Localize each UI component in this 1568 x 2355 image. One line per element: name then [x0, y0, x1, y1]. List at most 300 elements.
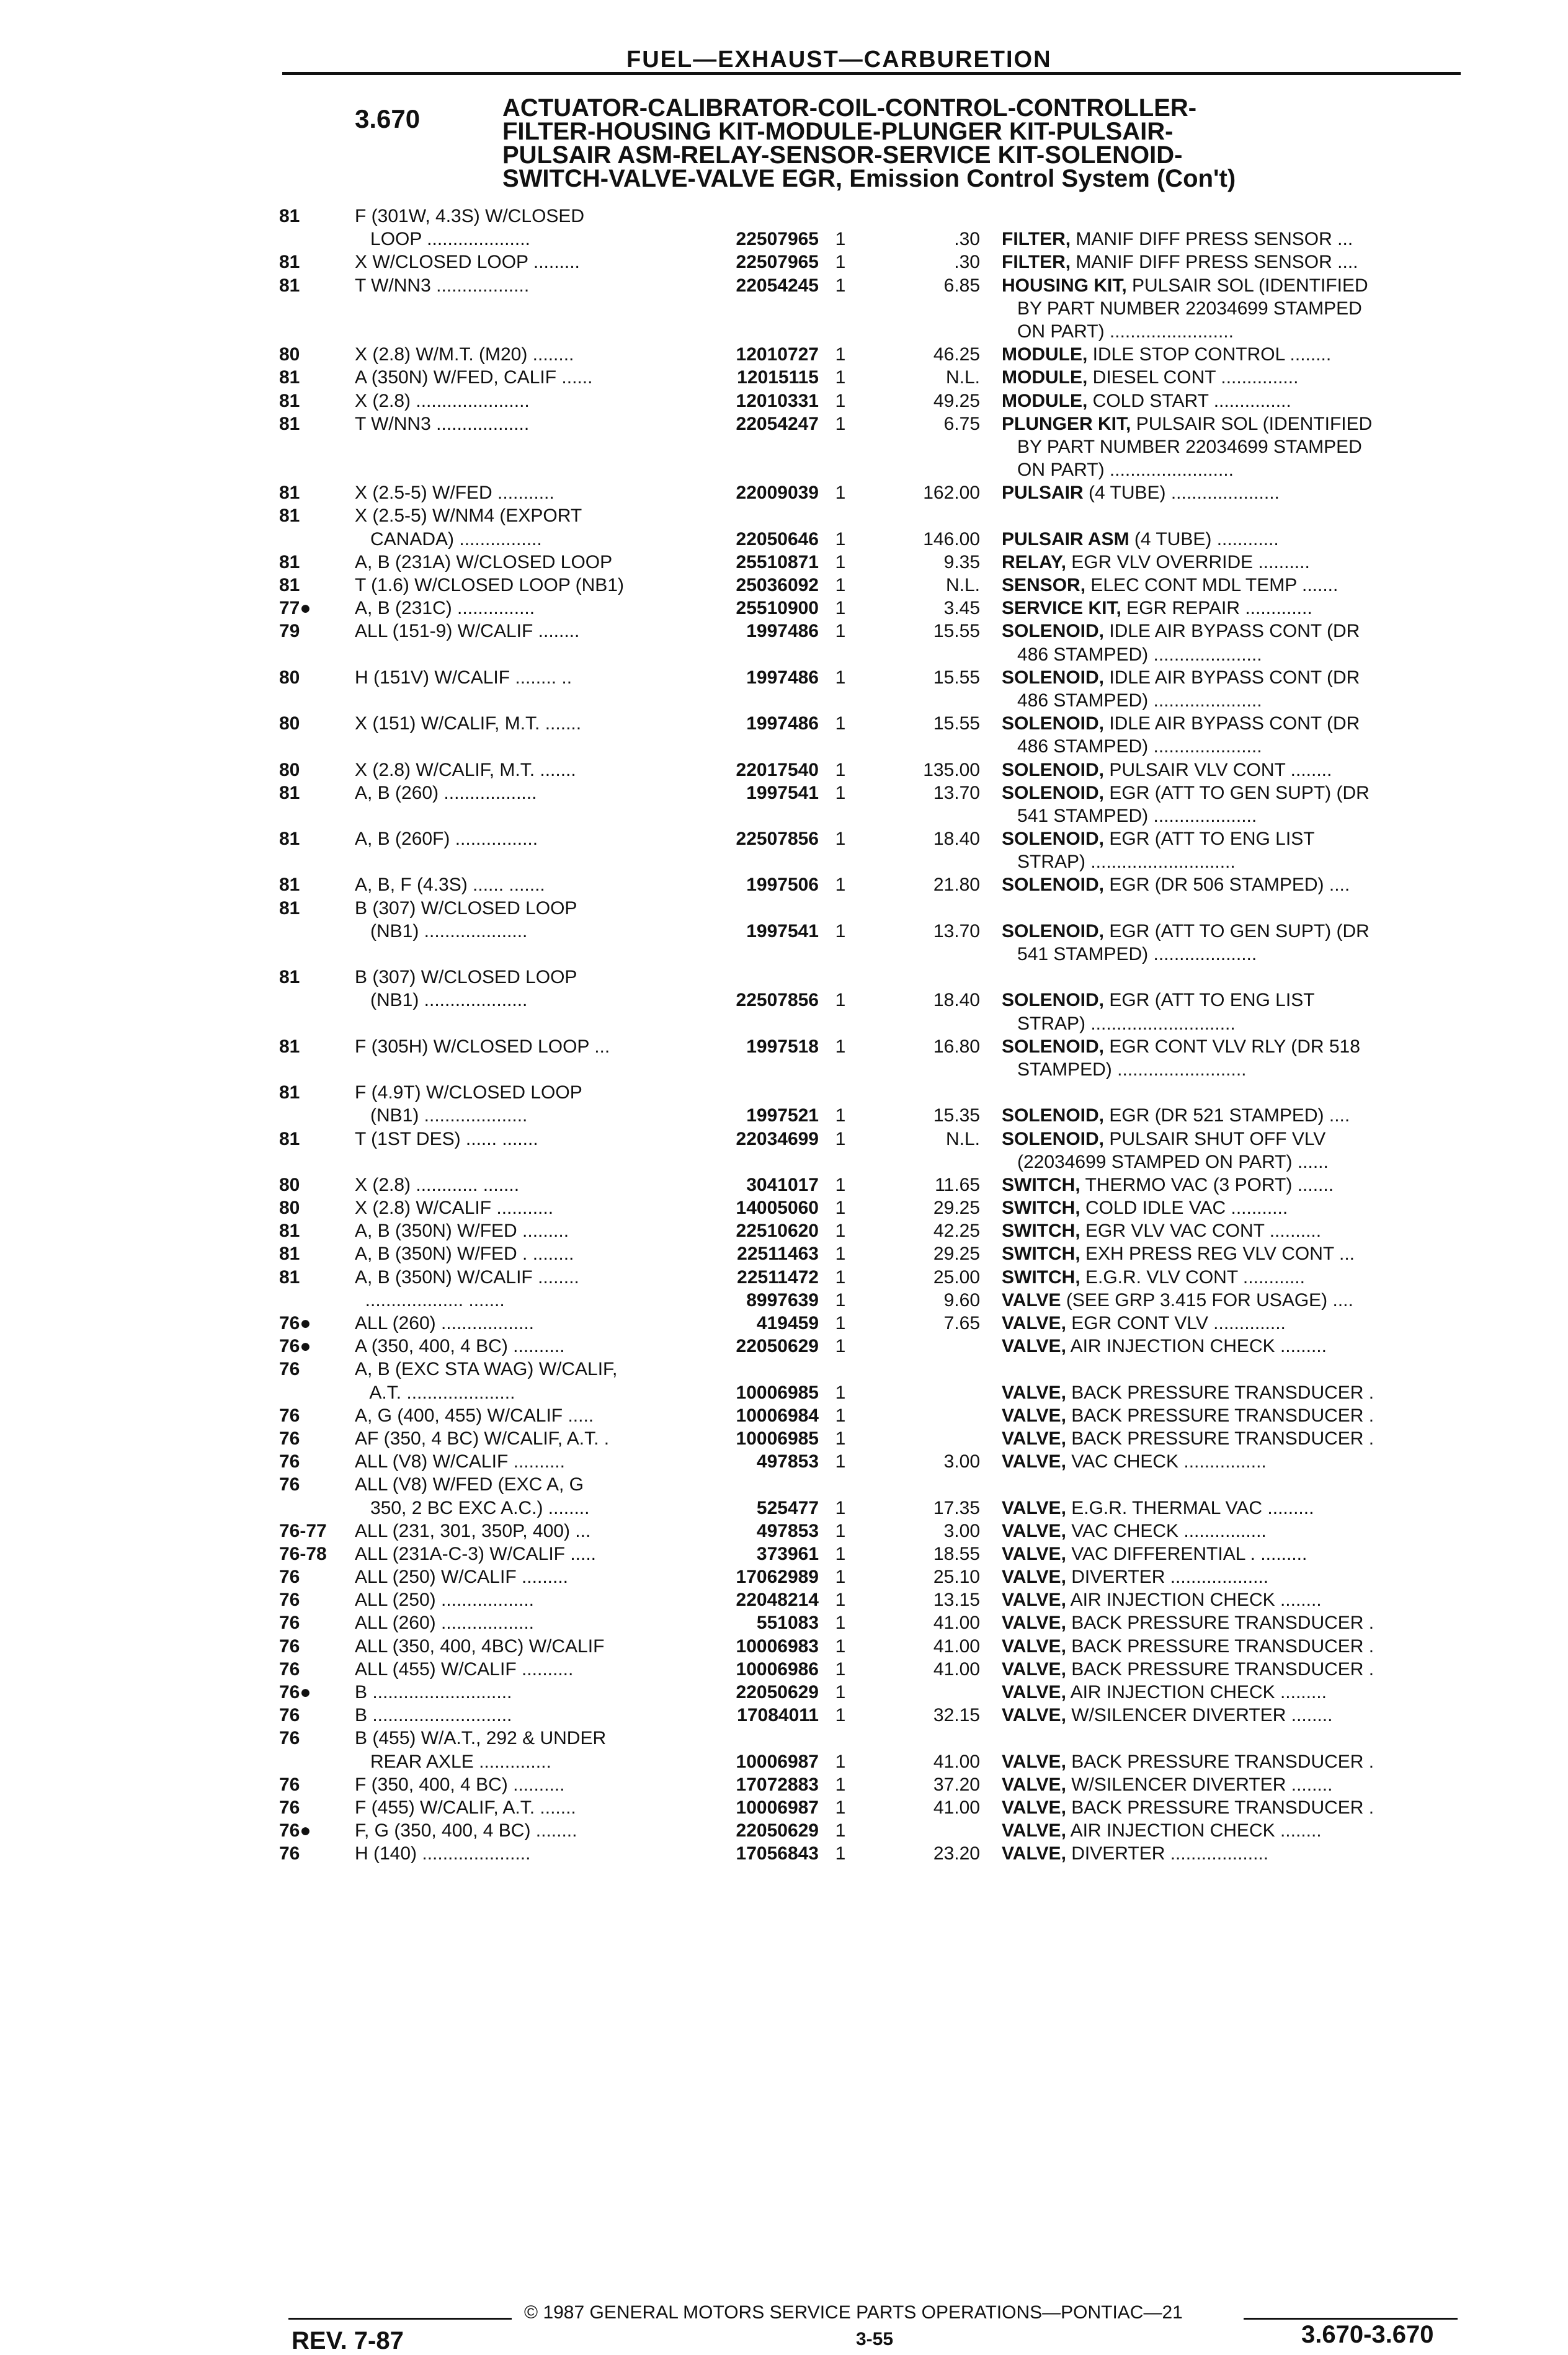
table-row	[0, 1012, 1568, 1035]
application-cell: H (140) .....................	[355, 1843, 531, 1864]
price-cell: 146.00	[923, 528, 980, 550]
part-name-cell	[1002, 620, 1448, 643]
part-name-detail: EGR REPAIR .............	[1121, 598, 1312, 619]
price-cell: 37.20	[933, 1774, 980, 1795]
year-cell: 76	[279, 1705, 300, 1726]
part-name-cell	[1002, 1450, 1448, 1473]
part-name-bold: SOLENOID,	[1002, 713, 1105, 734]
price-cell: 3.45	[943, 598, 980, 619]
table-row	[0, 205, 1568, 228]
table-row	[0, 274, 1568, 297]
quantity-cell: 1	[835, 275, 846, 296]
quantity-cell: 1	[835, 1428, 846, 1449]
part-name-cell	[1002, 712, 1448, 735]
part-name-bold: VALVE,	[1002, 1613, 1066, 1634]
group-title	[502, 96, 1445, 190]
table-row	[0, 1427, 1568, 1450]
quantity-cell: 1	[835, 1613, 846, 1634]
part-name-detail: STRAP) ............................	[1002, 1013, 1236, 1034]
part-number-cell: 1997506	[746, 875, 819, 896]
quantity-cell: 1	[835, 229, 846, 250]
price-cell: 41.00	[933, 1613, 980, 1634]
year-cell: 76-78	[279, 1543, 327, 1564]
table-row	[0, 366, 1568, 389]
part-number-cell: 12010331	[736, 390, 819, 411]
year-cell: 76	[279, 1797, 300, 1818]
year-cell: 81	[279, 505, 300, 527]
price-cell: 7.65	[943, 1313, 980, 1333]
quantity-cell: 1	[835, 528, 846, 550]
part-name-detail: VAC CHECK ................	[1066, 1451, 1267, 1472]
part-name-bold: SOLENOID,	[1002, 1036, 1105, 1057]
part-name-detail: EXH PRESS REG VLV CONT ...	[1080, 1244, 1355, 1265]
application-cell: A, B (231C) ...............	[355, 598, 535, 619]
part-name-cell	[1002, 850, 1448, 873]
table-row	[0, 1335, 1568, 1358]
part-name-cell	[1002, 1611, 1448, 1634]
part-name-cell	[1002, 1012, 1448, 1035]
part-name-detail: W/SILENCER DIVERTER ........	[1066, 1705, 1333, 1726]
table-row	[0, 897, 1568, 920]
quantity-cell: 1	[835, 1382, 846, 1403]
price-cell: 9.35	[943, 551, 980, 572]
table-row	[0, 228, 1568, 251]
application-cell: F (455) W/CALIF, A.T. .......	[355, 1797, 576, 1818]
application-cell: X (151) W/CALIF, M.T. .......	[355, 713, 582, 734]
part-name-cell	[1002, 1819, 1448, 1842]
part-name-bold: SOLENOID,	[1002, 782, 1105, 803]
part-name-cell	[1002, 735, 1448, 758]
quantity-cell: 1	[835, 782, 846, 803]
part-name-detail: 486 STAMPED) .....................	[1002, 736, 1262, 757]
part-name-bold: SWITCH,	[1002, 1267, 1080, 1288]
quantity-cell: 1	[835, 1797, 846, 1818]
part-name-bold: SOLENOID,	[1002, 759, 1105, 780]
part-number-cell: 22507965	[736, 252, 819, 273]
quantity-cell: 1	[835, 1244, 846, 1265]
table-row	[0, 320, 1568, 343]
part-name-detail: STAMPED) .........................	[1002, 1059, 1247, 1080]
year-cell: 77●	[279, 598, 311, 619]
part-name-detail: (SEE GRP 3.415 FOR USAGE) ....	[1061, 1289, 1353, 1311]
year-cell: 76	[279, 1636, 300, 1657]
part-name-cell	[1002, 274, 1448, 297]
part-name-bold: VALVE,	[1002, 1820, 1066, 1841]
quantity-cell: 1	[835, 367, 846, 388]
table-row	[0, 551, 1568, 574]
year-cell: 76●	[279, 1682, 311, 1703]
part-name-cell	[1002, 827, 1448, 850]
part-number-cell: 22054247	[736, 413, 819, 434]
part-name-detail: ELEC CONT MDL TEMP .......	[1085, 575, 1339, 595]
quantity-cell: 1	[835, 667, 846, 688]
part-name-bold: RELAY,	[1002, 551, 1066, 572]
price-cell: 21.80	[933, 875, 980, 896]
part-name-detail: ON PART) ........................	[1002, 321, 1234, 342]
price-cell: 13.70	[933, 920, 980, 942]
part-number-cell: 8997639	[746, 1289, 819, 1311]
application-cell: X (2.8) W/M.T. (M20) ........	[355, 344, 574, 365]
price-cell: 41.00	[933, 1658, 980, 1680]
part-number-cell: 17084011	[737, 1705, 819, 1726]
price-cell: 42.25	[933, 1221, 980, 1242]
price-cell: 3.00	[943, 1451, 980, 1472]
part-name-cell	[1002, 989, 1448, 1012]
table-row	[0, 1035, 1568, 1058]
part-name-cell	[1002, 574, 1448, 597]
part-name-detail: (22034699 STAMPED ON PART) ......	[1002, 1151, 1329, 1172]
footer-rule-right	[1244, 2318, 1458, 2320]
quantity-cell: 1	[835, 344, 846, 365]
application-cell: A, B, F (4.3S) ...... .......	[355, 875, 545, 896]
part-name-cell	[1002, 390, 1448, 412]
price-cell: 15.35	[933, 1105, 980, 1126]
quantity-cell: 1	[835, 1267, 846, 1288]
quantity-cell: 1	[835, 829, 846, 850]
part-number-cell: 22507965	[736, 229, 819, 250]
part-number-cell: 1997518	[746, 1036, 819, 1057]
part-name-bold: SOLENOID,	[1002, 990, 1105, 1011]
part-name-bold: VALVE,	[1002, 1336, 1066, 1357]
part-name-detail: AIR INJECTION CHECK .........	[1066, 1336, 1327, 1357]
part-name-cell	[1002, 366, 1448, 389]
part-name-detail: E.G.R. THERMAL VAC .........	[1066, 1497, 1314, 1518]
price-cell: 135.00	[923, 759, 980, 780]
table-row	[0, 712, 1568, 735]
application-cell: 350, 2 BC EXC A.C.) ........	[355, 1497, 590, 1518]
part-number-cell: 497853	[756, 1520, 819, 1541]
year-cell: 76	[279, 1474, 300, 1495]
year-cell: 76●	[279, 1313, 311, 1333]
part-name-cell	[1002, 1658, 1448, 1681]
application-cell: A (350N) W/FED, CALIF ......	[355, 367, 593, 388]
table-row	[0, 1635, 1568, 1658]
part-name-bold: VALVE,	[1002, 1497, 1066, 1518]
price-cell: 29.25	[933, 1244, 980, 1265]
year-cell: 81	[279, 367, 300, 388]
part-number-cell: 12010727	[736, 344, 819, 365]
table-row	[0, 1750, 1568, 1773]
part-name-bold: MODULE,	[1002, 390, 1088, 411]
application-cell: ALL (260) ..................	[355, 1313, 534, 1333]
part-number-cell: 1997541	[746, 782, 819, 803]
application-cell: A (350, 400, 4 BC) ..........	[355, 1336, 565, 1357]
year-cell: 76	[279, 1613, 300, 1634]
quantity-cell: 1	[835, 875, 846, 896]
year-cell: 81	[279, 1036, 300, 1057]
year-cell: 81	[279, 575, 300, 595]
year-cell: 81	[279, 829, 300, 850]
part-number-cell: 22009039	[736, 483, 819, 504]
part-number-cell: 17056843	[736, 1843, 819, 1864]
part-number-cell: 525477	[756, 1497, 819, 1518]
part-name-detail: PULSAIR SOL (IDENTIFIED	[1131, 413, 1373, 434]
quantity-cell: 1	[835, 1313, 846, 1333]
part-number-cell: 14005060	[736, 1198, 819, 1219]
year-cell: 81	[279, 1128, 300, 1149]
year-cell: 80	[279, 667, 300, 688]
part-name-cell	[1002, 1404, 1448, 1427]
part-name-bold: VALVE,	[1002, 1520, 1066, 1541]
quantity-cell: 1	[835, 1751, 846, 1772]
part-number-cell: 10006984	[736, 1405, 819, 1426]
part-name-cell	[1002, 297, 1448, 320]
part-number-cell: 25036092	[736, 575, 819, 595]
part-number-cell: 551083	[756, 1613, 819, 1634]
price-cell: 23.20	[933, 1843, 980, 1864]
application-cell: X (2.8) ............ .......	[355, 1174, 520, 1195]
part-name-cell	[1002, 1565, 1448, 1588]
part-number-cell: 22050629	[736, 1336, 819, 1357]
price-cell: 49.25	[933, 390, 980, 411]
application-cell: ALL (231A-C-3) W/CALIF .....	[355, 1543, 596, 1564]
part-name-detail: DIESEL CONT ...............	[1087, 367, 1299, 388]
price-cell: 3.00	[943, 1520, 980, 1541]
application-cell: X (2.8) W/CALIF, M.T. .......	[355, 759, 576, 780]
part-name-cell	[1002, 689, 1448, 712]
application-cell: T (1.6) W/CLOSED LOOP (NB1)	[355, 575, 624, 595]
part-name-detail: DIVERTER ...................	[1066, 1567, 1269, 1588]
application-cell: A, G (400, 455) W/CALIF .....	[355, 1405, 594, 1426]
part-number-cell: 497853	[756, 1451, 819, 1472]
quantity-cell: 1	[835, 551, 846, 572]
part-number-cell: 10006987	[736, 1751, 819, 1772]
part-name-detail: VAC CHECK ................	[1066, 1520, 1267, 1541]
application-cell: ALL (151-9) W/CALIF ........	[355, 621, 580, 642]
table-row	[0, 689, 1568, 712]
year-cell: 81	[279, 483, 300, 504]
part-number-cell: 22507856	[736, 829, 819, 850]
price-cell: 13.15	[933, 1590, 980, 1611]
part-name-cell	[1002, 1704, 1448, 1727]
application-cell: F (305H) W/CLOSED LOOP ...	[355, 1036, 610, 1057]
table-row	[0, 1819, 1568, 1842]
year-cell: 81	[279, 1244, 300, 1265]
year-cell: 81	[279, 551, 300, 572]
table-row	[0, 1796, 1568, 1819]
table-row	[0, 435, 1568, 458]
part-name-cell	[1002, 528, 1448, 551]
part-number-cell: 22050646	[736, 528, 819, 550]
price-cell: 13.70	[933, 782, 980, 803]
quantity-cell: 1	[835, 759, 846, 780]
part-name-cell	[1002, 228, 1448, 251]
part-name-detail: VAC DIFFERENTIAL . .........	[1066, 1543, 1307, 1564]
footer-copyright: © 1987 GENERAL MOTORS SERVICE PARTS OPERATIONS—PONTIAC—21	[524, 2302, 1183, 2323]
year-cell: 76	[279, 1590, 300, 1611]
price-cell: 15.55	[933, 667, 980, 688]
table-row	[0, 343, 1568, 366]
table-row	[0, 966, 1568, 989]
part-name-cell	[1002, 1289, 1448, 1312]
part-name-detail: PULSAIR SOL (IDENTIFIED	[1126, 275, 1368, 296]
application-cell: F, G (350, 400, 4 BC) ........	[355, 1820, 577, 1841]
part-name-bold: VALVE,	[1002, 1682, 1066, 1703]
part-name-detail: (4 TUBE) ............	[1129, 528, 1279, 550]
part-name-cell	[1002, 343, 1448, 366]
application-cell: (NB1) ....................	[355, 990, 528, 1011]
application-cell: B ...........................	[355, 1705, 512, 1726]
part-name-bold: VALVE,	[1002, 1658, 1066, 1680]
table-row	[0, 1081, 1568, 1104]
quantity-cell: 1	[835, 1567, 846, 1588]
year-cell: 76	[279, 1658, 300, 1680]
application-cell: ALL (231, 301, 350P, 400) ...	[355, 1520, 591, 1541]
table-row	[0, 943, 1568, 966]
part-name-detail: BY PART NUMBER 22034699 STAMPED	[1002, 436, 1362, 457]
part-name-bold: SOLENOID,	[1002, 1128, 1105, 1149]
year-cell: 76	[279, 1428, 300, 1449]
application-cell: F (4.9T) W/CLOSED LOOP	[355, 1082, 582, 1103]
table-row	[0, 1151, 1568, 1173]
part-name-cell	[1002, 1173, 1448, 1196]
part-name-bold: MODULE,	[1002, 367, 1088, 388]
year-cell: 81	[279, 1082, 300, 1103]
price-cell: 29.25	[933, 1198, 980, 1219]
part-number-cell: 22050629	[736, 1820, 819, 1841]
part-name-cell	[1002, 597, 1448, 620]
year-cell: 80	[279, 1174, 300, 1195]
application-cell: (NB1) ....................	[355, 920, 528, 942]
part-number-cell: 22054245	[736, 275, 819, 296]
price-cell: 6.75	[943, 413, 980, 434]
part-name-detail: IDLE AIR BYPASS CONT (DR	[1104, 713, 1360, 734]
price-cell: 46.25	[933, 344, 980, 365]
part-name-cell	[1002, 759, 1448, 781]
year-cell: 76	[279, 1843, 300, 1864]
part-name-bold: SOLENOID,	[1002, 1105, 1105, 1126]
quantity-cell: 1	[835, 1820, 846, 1841]
price-cell: 25.00	[933, 1267, 980, 1288]
quantity-cell: 1	[835, 1520, 846, 1541]
part-name-bold: VALVE,	[1002, 1843, 1066, 1864]
part-name-detail: 486 STAMPED) .....................	[1002, 644, 1262, 665]
part-name-cell	[1002, 1520, 1448, 1543]
part-name-detail: EGR CONT VLV RLY (DR 518	[1104, 1036, 1360, 1057]
application-cell: LOOP ....................	[355, 229, 530, 250]
table-row	[0, 643, 1568, 666]
table-row	[0, 1196, 1568, 1219]
part-name-detail: ON PART) ........................	[1002, 460, 1234, 481]
price-cell: 41.00	[933, 1797, 980, 1818]
table-row	[0, 528, 1568, 551]
year-cell: 76●	[279, 1820, 311, 1841]
part-name-bold: VALVE	[1002, 1289, 1061, 1311]
price-cell: 15.55	[933, 621, 980, 642]
application-cell: X (2.5-5) W/NM4 (EXPORT	[355, 505, 582, 527]
part-name-detail: BACK PRESSURE TRANSDUCER .	[1066, 1382, 1374, 1403]
part-number-cell: 17072883	[736, 1774, 819, 1795]
part-name-detail: EGR (DR 521 STAMPED) ....	[1104, 1105, 1350, 1126]
part-number-cell: 22511463	[737, 1244, 819, 1265]
table-row	[0, 574, 1568, 597]
part-name-detail: EGR VLV VAC CONT ..........	[1080, 1221, 1322, 1242]
part-name-cell	[1002, 435, 1448, 458]
table-row	[0, 1473, 1568, 1496]
application-cell: A.T. .....................	[355, 1382, 515, 1403]
part-name-cell	[1002, 643, 1448, 666]
part-number-cell: 22510620	[736, 1221, 819, 1242]
table-row	[0, 1450, 1568, 1473]
table-row	[0, 759, 1568, 781]
part-name-cell	[1002, 781, 1448, 804]
part-name-bold: HOUSING KIT,	[1002, 275, 1127, 296]
year-cell: 81	[279, 875, 300, 896]
price-cell: 18.40	[933, 829, 980, 850]
quantity-cell: 1	[835, 1497, 846, 1518]
part-number-cell: 12015115	[737, 367, 819, 388]
part-name-detail: PULSAIR SHUT OFF VLV	[1104, 1128, 1326, 1149]
part-name-cell	[1002, 481, 1448, 504]
application-cell: ALL (V8) W/FED (EXC A, G	[355, 1474, 584, 1495]
application-cell: X (2.5-5) W/FED ...........	[355, 483, 555, 504]
application-cell: T W/NN3 ..................	[355, 275, 530, 296]
price-cell: 15.55	[933, 713, 980, 734]
year-cell: 80	[279, 1198, 300, 1219]
part-name-bold: VALVE,	[1002, 1543, 1066, 1564]
table-row	[0, 1658, 1568, 1681]
table-row	[0, 804, 1568, 827]
part-number-cell: 1997486	[746, 621, 819, 642]
part-name-bold: VALVE,	[1002, 1428, 1066, 1449]
application-cell: B ...........................	[355, 1682, 512, 1703]
part-name-cell	[1002, 1035, 1448, 1058]
part-name-detail: 541 STAMPED) ....................	[1002, 944, 1257, 964]
part-number-cell: 1997486	[746, 667, 819, 688]
part-name-bold: SOLENOID,	[1002, 667, 1105, 688]
application-cell: F (301W, 4.3S) W/CLOSED	[355, 206, 585, 226]
year-cell: 81	[279, 390, 300, 411]
part-name-detail: EGR VLV OVERRIDE ..........	[1066, 551, 1310, 572]
part-name-bold: SWITCH,	[1002, 1244, 1080, 1265]
part-name-cell	[1002, 1058, 1448, 1081]
application-cell: X (2.8) ......................	[355, 390, 530, 411]
part-number-cell: 22507856	[736, 990, 819, 1011]
part-number-cell: 25510871	[736, 551, 819, 572]
group-number: 3.670	[355, 104, 421, 133]
part-name-bold: FILTER,	[1002, 252, 1071, 273]
year-cell: 80	[279, 713, 300, 734]
part-number-cell: 22017540	[736, 759, 819, 780]
part-name-detail: BACK PRESSURE TRANSDUCER .	[1066, 1405, 1374, 1426]
part-name-detail: EGR (DR 506 STAMPED) ....	[1104, 875, 1350, 896]
part-name-cell	[1002, 1427, 1448, 1450]
part-name-cell	[1002, 1796, 1448, 1819]
part-number-cell: 10006985	[736, 1382, 819, 1403]
table-row	[0, 1289, 1568, 1312]
year-cell: 76	[279, 1728, 300, 1749]
table-row	[0, 1727, 1568, 1750]
part-name-cell	[1002, 804, 1448, 827]
part-number-cell: 25510900	[736, 598, 819, 619]
application-cell: B (455) W/A.T., 292 & UNDER	[355, 1728, 607, 1749]
application-cell: ALL (455) W/CALIF ..........	[355, 1658, 574, 1680]
quantity-cell: 1	[835, 1336, 846, 1357]
part-name-detail: EGR (ATT TO GEN SUPT) (DR	[1104, 920, 1370, 942]
table-row	[0, 390, 1568, 412]
application-cell: F (350, 400, 4 BC) ..........	[355, 1774, 565, 1795]
part-number-cell: 1997541	[746, 920, 819, 942]
application-cell: A, B (350N) W/FED . ........	[355, 1244, 574, 1265]
part-name-cell	[1002, 1681, 1448, 1704]
application-cell: ALL (250) W/CALIF .........	[355, 1567, 568, 1588]
quantity-cell: 1	[835, 1198, 846, 1219]
table-row	[0, 873, 1568, 896]
footer-rule-left	[288, 2318, 512, 2320]
quantity-cell: 1	[835, 1105, 846, 1126]
application-cell: AF (350, 4 BC) W/CALIF, A.T. .	[355, 1428, 610, 1449]
part-number-cell: 10006986	[736, 1658, 819, 1680]
